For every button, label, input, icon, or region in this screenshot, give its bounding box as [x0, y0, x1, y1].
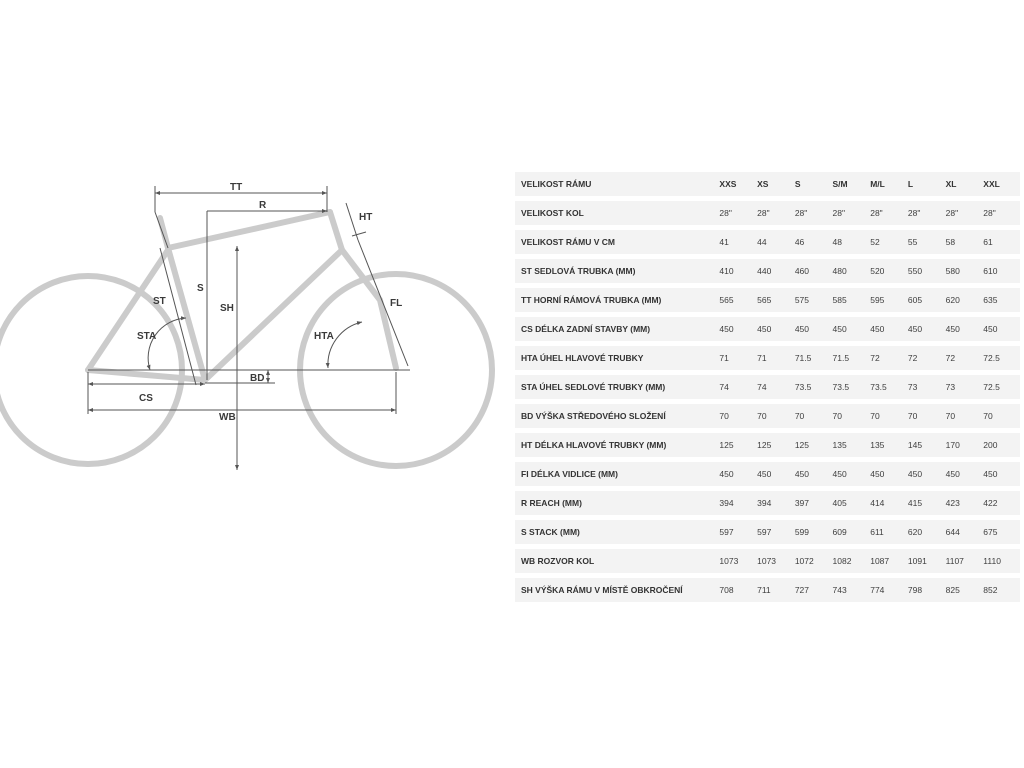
table-row: [515, 375, 1020, 399]
table-cell: 28": [832, 201, 870, 225]
table-cell: 675: [982, 520, 1020, 544]
table-cell: 125: [756, 433, 794, 457]
row-label: CS DÉLKA ZADNÍ STAVBY (MM): [515, 317, 718, 341]
label-st: ST: [153, 296, 166, 307]
table-cell: 52: [869, 230, 907, 254]
table-cell: 28": [982, 201, 1020, 225]
hta-arc: [328, 322, 362, 368]
row-label: WB ROZVOR KOL: [515, 549, 718, 573]
table-cell: 450: [832, 317, 870, 341]
table-cell: 71.5: [794, 346, 832, 370]
table-cell: 727: [794, 578, 832, 602]
geometry-table: [515, 167, 1020, 607]
table-cell: 708: [718, 578, 756, 602]
bike-frame: [88, 212, 396, 380]
table-cell: 605: [907, 288, 945, 312]
table-cell: 28": [869, 201, 907, 225]
label-r: R: [259, 200, 267, 211]
table-cell: 70: [869, 404, 907, 428]
table-cell: 585: [832, 288, 870, 312]
table-cell: 414: [869, 491, 907, 515]
label-sh: SH: [220, 303, 234, 314]
row-label: ST SEDLOVÁ TRUBKA (MM): [515, 259, 718, 283]
table-row: [515, 201, 1020, 225]
seat-tube: [168, 248, 205, 380]
table-cell: 635: [982, 288, 1020, 312]
table-cell: 72: [869, 346, 907, 370]
table-cell: 28": [794, 201, 832, 225]
table-cell: 599: [794, 520, 832, 544]
table-cell: 394: [756, 491, 794, 515]
table-cell: 394: [718, 491, 756, 515]
table-cell: 565: [718, 288, 756, 312]
table-cell: 620: [907, 520, 945, 544]
table-cell: 520: [869, 259, 907, 283]
table-cell: 73: [907, 375, 945, 399]
table-row: [515, 346, 1020, 370]
row-label: VELIKOST KOL: [515, 201, 718, 225]
table-row: [515, 317, 1020, 341]
row-label: R REACH (MM): [515, 491, 718, 515]
table-cell: 73.5: [794, 375, 832, 399]
table-cell: 1110: [982, 549, 1020, 573]
table-cell: 1082: [832, 549, 870, 573]
size-header: XL: [945, 172, 983, 196]
table-cell: 450: [907, 317, 945, 341]
table-cell: 135: [832, 433, 870, 457]
table-header-row: [515, 172, 1020, 196]
size-header: XXL: [982, 172, 1020, 196]
table-cell: 1073: [718, 549, 756, 573]
table-cell: 405: [832, 491, 870, 515]
table-cell: 61: [982, 230, 1020, 254]
label-ht: HT: [359, 212, 373, 223]
label-fl: FL: [390, 298, 403, 309]
table-cell: 28": [718, 201, 756, 225]
table-row: [515, 230, 1020, 254]
table-cell: 422: [982, 491, 1020, 515]
top-tube: [168, 212, 330, 248]
table-cell: 580: [945, 259, 983, 283]
table-cell: 73.5: [869, 375, 907, 399]
size-header: XXS: [718, 172, 756, 196]
row-label: HT DÉLKA HLAVOVÉ TRUBKY (MM): [515, 433, 718, 457]
chain-stay: [88, 370, 205, 380]
down-tube: [205, 250, 342, 380]
table-cell: 41: [718, 230, 756, 254]
table-cell: 1072: [794, 549, 832, 573]
table-cell: 450: [718, 317, 756, 341]
table-cell: 440: [756, 259, 794, 283]
table-cell: 597: [718, 520, 756, 544]
table-row: [515, 433, 1020, 457]
table-cell: 1107: [945, 549, 983, 573]
table-cell: 70: [907, 404, 945, 428]
table-cell: 450: [982, 317, 1020, 341]
table-cell: 620: [945, 288, 983, 312]
table-cell: 72.5: [982, 346, 1020, 370]
label-wb: WB: [219, 412, 236, 423]
table-cell: 70: [945, 404, 983, 428]
table-cell: 28": [907, 201, 945, 225]
table-cell: 71.5: [832, 346, 870, 370]
table-cell: 200: [982, 433, 1020, 457]
table-cell: 70: [832, 404, 870, 428]
row-label: TT HORNÍ RÁMOVÁ TRUBKA (MM): [515, 288, 718, 312]
label-cs: CS: [139, 393, 153, 404]
table-cell: 798: [907, 578, 945, 602]
table-cell: 73.5: [832, 375, 870, 399]
label-sta: STA: [137, 331, 157, 342]
table-cell: 71: [756, 346, 794, 370]
table-cell: 423: [945, 491, 983, 515]
table-cell: 58: [945, 230, 983, 254]
size-header: M/L: [869, 172, 907, 196]
table-cell: 397: [794, 491, 832, 515]
table-cell: 450: [869, 462, 907, 486]
table-row: [515, 404, 1020, 428]
table-cell: 125: [718, 433, 756, 457]
head-tube: [330, 212, 342, 250]
table-cell: 48: [832, 230, 870, 254]
table-cell: 610: [982, 259, 1020, 283]
table-cell: 1087: [869, 549, 907, 573]
bike-geometry-diagram: [0, 0, 510, 768]
row-label: BD VÝŠKA STŘEDOVÉHO SLOŽENÍ: [515, 404, 718, 428]
table-cell: 70: [756, 404, 794, 428]
table-cell: 450: [982, 462, 1020, 486]
table-cell: 145: [907, 433, 945, 457]
table-row: [515, 288, 1020, 312]
table-row: [515, 549, 1020, 573]
table-cell: 611: [869, 520, 907, 544]
table-cell: 73: [945, 375, 983, 399]
size-header: XS: [756, 172, 794, 196]
table-row: [515, 520, 1020, 544]
table-cell: 72: [907, 346, 945, 370]
row-label: HTA ÚHEL HLAVOVÉ TRUBKY: [515, 346, 718, 370]
table-row: [515, 491, 1020, 515]
size-header: S/M: [832, 172, 870, 196]
table-cell: 1091: [907, 549, 945, 573]
table-cell: 450: [869, 317, 907, 341]
table-cell: 743: [832, 578, 870, 602]
table-cell: 644: [945, 520, 983, 544]
row-label: SH VÝŠKA RÁMU V MÍSTĚ OBKROČENÍ: [515, 578, 718, 602]
table-cell: 55: [907, 230, 945, 254]
label-bd: BD: [250, 373, 265, 384]
table-cell: 711: [756, 578, 794, 602]
size-header: L: [907, 172, 945, 196]
table-cell: 450: [756, 317, 794, 341]
table-cell: 72: [945, 346, 983, 370]
table-cell: 450: [945, 462, 983, 486]
table-cell: 460: [794, 259, 832, 283]
table-cell: 597: [756, 520, 794, 544]
table-cell: 595: [869, 288, 907, 312]
table-cell: 480: [832, 259, 870, 283]
row-label: S STACK (MM): [515, 520, 718, 544]
row-label: STA ÚHEL SEDLOVÉ TRUBKY (MM): [515, 375, 718, 399]
table-cell: 70: [718, 404, 756, 428]
table-cell: 450: [945, 317, 983, 341]
table-cell: 74: [756, 375, 794, 399]
seat-stay: [88, 250, 168, 370]
table-body: [515, 201, 1020, 602]
table-cell: 450: [718, 462, 756, 486]
table-cell: 74: [718, 375, 756, 399]
table-cell: 71: [718, 346, 756, 370]
table-cell: 852: [982, 578, 1020, 602]
table-cell: 410: [718, 259, 756, 283]
table-cell: 550: [907, 259, 945, 283]
label-tt: TT: [230, 182, 243, 193]
table-cell: 415: [907, 491, 945, 515]
table-cell: 450: [907, 462, 945, 486]
table-cell: 450: [832, 462, 870, 486]
table-cell: 825: [945, 578, 983, 602]
label-hta: HTA: [314, 331, 334, 342]
table-cell: 70: [794, 404, 832, 428]
header-label: VELIKOST RÁMU: [515, 172, 718, 196]
table-cell: 28": [756, 201, 794, 225]
table-cell: 450: [794, 317, 832, 341]
table-row: [515, 259, 1020, 283]
size-header: S: [794, 172, 832, 196]
table-cell: 135: [869, 433, 907, 457]
label-s: S: [197, 283, 204, 294]
table-cell: 170: [945, 433, 983, 457]
table-row: [515, 578, 1020, 602]
table-cell: 565: [756, 288, 794, 312]
table-cell: 1073: [756, 549, 794, 573]
table-cell: 450: [794, 462, 832, 486]
table-cell: 125: [794, 433, 832, 457]
table-cell: 450: [756, 462, 794, 486]
table-cell: 46: [794, 230, 832, 254]
table-cell: 575: [794, 288, 832, 312]
table-cell: 609: [832, 520, 870, 544]
table-cell: 28": [945, 201, 983, 225]
table-cell: 70: [982, 404, 1020, 428]
row-label: FI DÉLKA VIDLICE (MM): [515, 462, 718, 486]
table-cell: 72.5: [982, 375, 1020, 399]
row-label: VELIKOST RÁMU V CM: [515, 230, 718, 254]
table-cell: 44: [756, 230, 794, 254]
table-row: [515, 462, 1020, 486]
table-cell: 774: [869, 578, 907, 602]
